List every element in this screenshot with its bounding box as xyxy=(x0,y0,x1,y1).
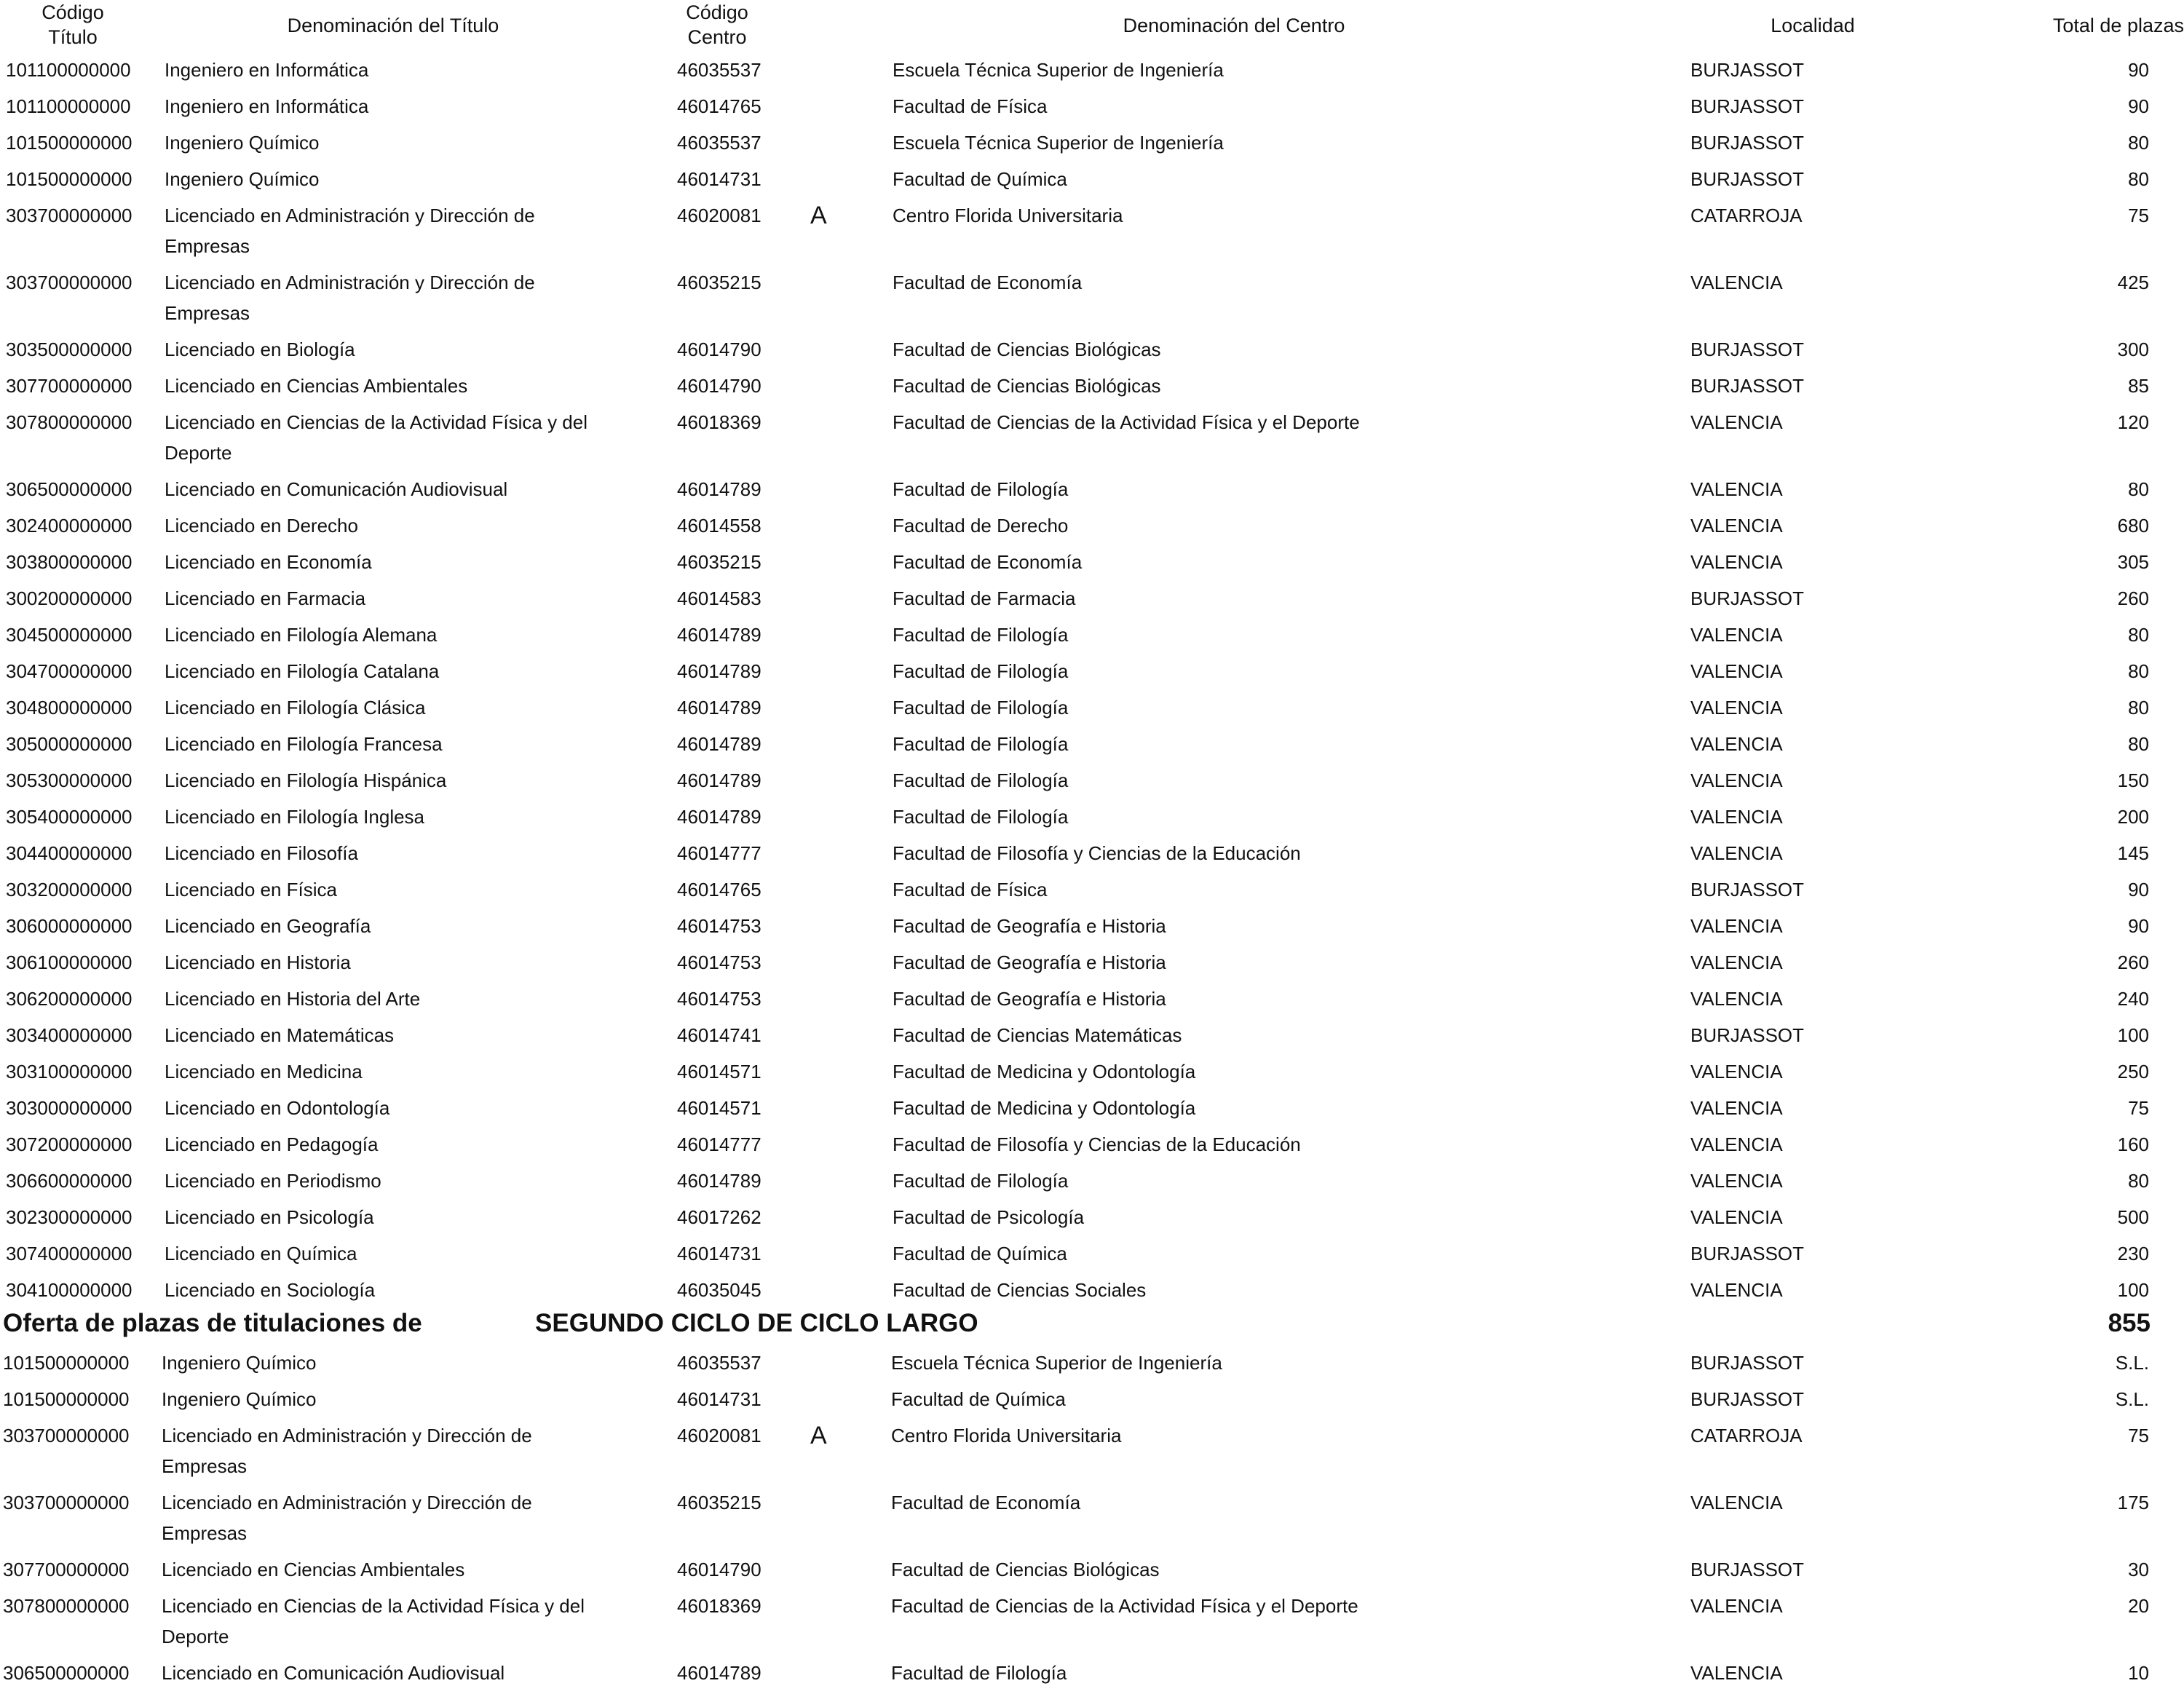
cell-total-plazas: 90 xyxy=(2128,915,2149,937)
cell-denominacion-titulo: Licenciado en Administración y Dirección de Empresas xyxy=(165,272,535,324)
section-heading-left: Oferta de plazas de titulaciones de xyxy=(3,1309,422,1337)
table-row xyxy=(0,1384,2184,1420)
cell-codigo-titulo: 101500000000 xyxy=(3,1352,130,1374)
cell-codigo-titulo: 306000000000 xyxy=(6,915,132,937)
cell-total-plazas: 300 xyxy=(2117,339,2149,360)
cell-localidad: VALENCIA xyxy=(1690,1061,1783,1083)
cell-localidad: VALENCIA xyxy=(1690,769,1783,791)
header-total-plazas-text: Total de plazas xyxy=(2052,15,2184,36)
cell-localidad: VALENCIA xyxy=(1690,272,1783,293)
cell-localidad: BURJASSOT xyxy=(1690,132,1805,154)
cell-codigo-centro: 46014731 xyxy=(677,168,761,190)
cell-localidad: BURJASSOT xyxy=(1690,95,1805,117)
cell-denominacion-centro: Facultad de Filología xyxy=(893,769,1069,791)
cell-denominacion-centro: Facultad de Filosofía y Ciencias de la Educación xyxy=(893,1133,1301,1155)
cell-localidad: BURJASSOT xyxy=(1690,1243,1805,1264)
cell-denominacion-titulo: Licenciado en Medicina xyxy=(165,1061,363,1083)
table-row xyxy=(0,838,2184,874)
cell-codigo-titulo: 300200000000 xyxy=(6,587,132,609)
cell-denominacion-centro: Facultad de Química xyxy=(891,1388,1066,1410)
cell-denominacion-centro: Facultad de Economía xyxy=(893,272,1083,293)
cell-total-plazas: 260 xyxy=(2117,951,2149,973)
cell-codigo-centro: 46014789 xyxy=(677,806,761,828)
cell-codigo-titulo: 307400000000 xyxy=(6,1243,132,1264)
cell-localidad: VALENCIA xyxy=(1690,1170,1783,1192)
cell-denominacion-titulo: Licenciado en Economía xyxy=(165,551,372,573)
cell-denominacion-centro: Facultad de Psicología xyxy=(893,1206,1085,1228)
cell-denominacion-titulo: Licenciado en Psicología xyxy=(165,1206,374,1228)
cell-denominacion-centro: Facultad de Filología xyxy=(891,1662,1067,1684)
cell-localidad: BURJASSOT xyxy=(1690,375,1805,397)
cell-localidad: CATARROJA xyxy=(1690,1425,1803,1446)
header-localidad xyxy=(1740,0,1886,51)
cell-codigo-titulo: 305400000000 xyxy=(6,806,132,828)
cell-localidad: VALENCIA xyxy=(1690,551,1783,573)
cell-codigo-centro: 46014789 xyxy=(677,1170,761,1192)
cell-marca: A xyxy=(810,202,827,229)
cell-codigo-centro: 46014558 xyxy=(677,515,761,537)
table-row xyxy=(0,200,2184,267)
cell-codigo-titulo: 303700000000 xyxy=(3,1492,130,1513)
cell-total-plazas: 85 xyxy=(2128,375,2149,397)
cell-denominacion-titulo: Licenciado en Pedagogía xyxy=(165,1133,379,1155)
cell-total-plazas: 80 xyxy=(2128,697,2149,719)
header-denominacion-titulo-text: Denominación del Título xyxy=(287,15,499,36)
cell-total-plazas: 90 xyxy=(2128,59,2149,81)
cell-total-plazas: 80 xyxy=(2128,733,2149,755)
cell-codigo-titulo: 303700000000 xyxy=(3,1425,130,1446)
cell-denominacion-centro: Facultad de Ciencias de la Actividad Física y el Deporte xyxy=(891,1595,1358,1617)
cell-total-plazas: 425 xyxy=(2117,272,2149,293)
cell-denominacion-centro: Facultad de Medicina y Odontología xyxy=(893,1097,1196,1119)
cell-denominacion-centro: Facultad de Derecho xyxy=(893,515,1069,537)
cell-localidad: VALENCIA xyxy=(1690,478,1783,500)
cell-total-plazas: 100 xyxy=(2117,1024,2149,1046)
cell-localidad: VALENCIA xyxy=(1690,660,1783,682)
cell-denominacion-titulo: Licenciado en Administración y Dirección de Empresas xyxy=(162,1425,532,1477)
cell-codigo-centro: 46035537 xyxy=(677,132,761,154)
cell-localidad: VALENCIA xyxy=(1690,411,1783,433)
cell-total-plazas: S.L. xyxy=(2115,1388,2149,1410)
cell-localidad: VALENCIA xyxy=(1690,1206,1783,1228)
cell-localidad: VALENCIA xyxy=(1690,515,1783,537)
table-row xyxy=(0,474,2184,510)
cell-localidad: VALENCIA xyxy=(1690,1662,1783,1684)
cell-codigo-titulo: 303500000000 xyxy=(6,339,132,360)
cell-total-plazas: 90 xyxy=(2128,95,2149,117)
table-row xyxy=(0,620,2184,656)
cell-total-plazas: 175 xyxy=(2117,1492,2149,1513)
cell-denominacion-titulo: Ingeniero en Informática xyxy=(165,59,369,81)
cell-codigo-titulo: 306600000000 xyxy=(6,1170,132,1192)
cell-codigo-centro: 46014790 xyxy=(677,375,761,397)
table-row xyxy=(0,1591,2184,1658)
cell-total-plazas: 305 xyxy=(2117,551,2149,573)
cell-denominacion-titulo: Licenciado en Periodismo xyxy=(165,1170,381,1192)
cell-codigo-centro: 46014790 xyxy=(677,1559,761,1580)
cell-denominacion-centro: Facultad de Filología xyxy=(893,478,1069,500)
header-denominacion-centro xyxy=(1070,0,1398,51)
cell-marca: A xyxy=(810,1422,827,1449)
table-row xyxy=(0,334,2184,371)
section-heading-total: 855 xyxy=(2108,1309,2151,1337)
cell-denominacion-centro: Facultad de Física xyxy=(893,879,1048,901)
cell-total-plazas: 10 xyxy=(2128,1662,2149,1684)
cell-codigo-centro: 46014571 xyxy=(677,1097,761,1119)
cell-codigo-titulo: 101100000000 xyxy=(6,95,131,117)
cell-codigo-titulo: 305300000000 xyxy=(6,769,132,791)
cell-codigo-titulo: 306100000000 xyxy=(6,951,132,973)
table-row xyxy=(0,765,2184,802)
cell-denominacion-titulo: Ingeniero Químico xyxy=(165,132,320,154)
table-row xyxy=(0,583,2184,620)
header-codigo-centro-line2: Centro xyxy=(687,26,747,48)
table-row xyxy=(0,1275,2184,1311)
cell-denominacion-titulo: Licenciado en Física xyxy=(165,879,338,901)
cell-denominacion-titulo: Licenciado en Filología Alemana xyxy=(165,624,438,646)
cell-codigo-titulo: 303000000000 xyxy=(6,1097,132,1119)
cell-codigo-centro: 46014789 xyxy=(677,697,761,719)
cell-codigo-centro: 46014753 xyxy=(677,951,761,973)
cell-denominacion-titulo: Licenciado en Filología Francesa xyxy=(165,733,443,755)
header-codigo-centro xyxy=(673,0,761,51)
cell-codigo-centro: 46014789 xyxy=(677,624,761,646)
cell-denominacion-centro: Escuela Técnica Superior de Ingeniería xyxy=(891,1352,1222,1374)
cell-total-plazas: 250 xyxy=(2117,1061,2149,1083)
cell-denominacion-titulo: Licenciado en Filología Clásica xyxy=(165,697,426,719)
table-row xyxy=(0,547,2184,583)
cell-denominacion-titulo: Licenciado en Administración y Dirección de Empresas xyxy=(165,205,535,257)
cell-localidad: VALENCIA xyxy=(1690,842,1783,864)
cell-total-plazas: 500 xyxy=(2117,1206,2149,1228)
cell-denominacion-centro: Facultad de Ciencias Sociales xyxy=(893,1279,1147,1301)
cell-denominacion-centro: Facultad de Filosofía y Ciencias de la Educación xyxy=(893,842,1301,864)
cell-denominacion-titulo: Licenciado en Ciencias de la Actividad Física y del Deporte xyxy=(165,411,587,464)
cell-codigo-titulo: 304700000000 xyxy=(6,660,132,682)
cell-localidad: VALENCIA xyxy=(1690,988,1783,1010)
table-row xyxy=(0,407,2184,474)
table-row xyxy=(0,164,2184,200)
header-denominacion-titulo xyxy=(248,0,539,51)
cell-codigo-titulo: 303700000000 xyxy=(6,205,132,226)
cell-denominacion-titulo: Licenciado en Ciencias Ambientales xyxy=(162,1559,465,1580)
cell-codigo-centro: 46014731 xyxy=(677,1243,761,1264)
cell-codigo-titulo: 304100000000 xyxy=(6,1279,132,1301)
table-row xyxy=(0,983,2184,1020)
table-row xyxy=(0,1165,2184,1202)
cell-localidad: VALENCIA xyxy=(1690,1595,1783,1617)
cell-codigo-centro: 46017262 xyxy=(677,1206,761,1228)
cell-codigo-titulo: 307700000000 xyxy=(3,1559,130,1580)
table-row xyxy=(0,692,2184,729)
cell-denominacion-titulo: Licenciado en Administración y Dirección de Empresas xyxy=(162,1492,532,1544)
cell-total-plazas: 80 xyxy=(2128,1170,2149,1192)
cell-codigo-centro: 46014789 xyxy=(677,660,761,682)
cell-denominacion-centro: Facultad de Filología xyxy=(893,660,1069,682)
cell-total-plazas: 100 xyxy=(2117,1279,2149,1301)
cell-codigo-centro: 46020081 xyxy=(677,1425,761,1446)
table-row xyxy=(0,947,2184,983)
cell-codigo-titulo: 303200000000 xyxy=(6,879,132,901)
header-codigo-titulo-line1: Código xyxy=(41,1,104,23)
cell-codigo-titulo: 307800000000 xyxy=(3,1595,130,1617)
cell-codigo-titulo: 305000000000 xyxy=(6,733,132,755)
cell-localidad: BURJASSOT xyxy=(1690,339,1805,360)
cell-denominacion-centro: Facultad de Filología xyxy=(893,697,1069,719)
cell-codigo-centro: 46014777 xyxy=(677,842,761,864)
cell-codigo-centro: 46014789 xyxy=(677,733,761,755)
cell-denominacion-centro: Facultad de Ciencias Biológicas xyxy=(891,1559,1160,1580)
cell-denominacion-centro: Facultad de Geografía e Historia xyxy=(893,988,1166,1010)
table-row xyxy=(0,1658,2184,1694)
cell-denominacion-titulo: Licenciado en Odontología xyxy=(165,1097,390,1119)
cell-codigo-titulo: 101500000000 xyxy=(6,132,132,154)
cell-total-plazas: 240 xyxy=(2117,988,2149,1010)
cell-total-plazas: 80 xyxy=(2128,478,2149,500)
cell-denominacion-centro: Facultad de Química xyxy=(893,1243,1067,1264)
cell-denominacion-centro: Facultad de Medicina y Odontología xyxy=(893,1061,1196,1083)
cell-localidad: VALENCIA xyxy=(1690,624,1783,646)
table-row xyxy=(0,656,2184,692)
cell-total-plazas: 80 xyxy=(2128,168,2149,190)
cell-codigo-titulo: 304800000000 xyxy=(6,697,132,719)
cell-codigo-centro: 46018369 xyxy=(677,411,761,433)
cell-codigo-centro: 46014753 xyxy=(677,988,761,1010)
cell-codigo-centro: 46014789 xyxy=(677,478,761,500)
cell-denominacion-centro: Facultad de Física xyxy=(893,95,1048,117)
cell-denominacion-titulo: Ingeniero Químico xyxy=(162,1352,317,1374)
table-row xyxy=(0,911,2184,947)
cell-denominacion-centro: Centro Florida Universitaria xyxy=(893,205,1123,226)
table-row xyxy=(0,874,2184,911)
table-row xyxy=(0,127,2184,164)
cell-total-plazas: 90 xyxy=(2128,879,2149,901)
cell-denominacion-centro: Escuela Técnica Superior de Ingeniería xyxy=(893,59,1224,81)
header-localidad-text: Localidad xyxy=(1770,15,1855,36)
cell-codigo-centro: 46018369 xyxy=(677,1595,761,1617)
cell-localidad: VALENCIA xyxy=(1690,951,1783,973)
cell-denominacion-titulo: Licenciado en Química xyxy=(165,1243,357,1264)
cell-denominacion-titulo: Licenciado en Biología xyxy=(165,339,355,360)
cell-denominacion-centro: Facultad de Ciencias Matemáticas xyxy=(893,1024,1182,1046)
cell-denominacion-titulo: Licenciado en Sociología xyxy=(165,1279,376,1301)
cell-codigo-centro: 46014571 xyxy=(677,1061,761,1083)
cell-localidad: BURJASSOT xyxy=(1690,168,1805,190)
table-row xyxy=(0,802,2184,838)
table-row xyxy=(0,1129,2184,1165)
cell-localidad: BURJASSOT xyxy=(1690,587,1805,609)
cell-total-plazas: 230 xyxy=(2117,1243,2149,1264)
cell-codigo-centro: 46014741 xyxy=(677,1024,761,1046)
table-row xyxy=(0,1020,2184,1056)
cell-denominacion-centro: Facultad de Economía xyxy=(893,551,1083,573)
cell-denominacion-centro: Facultad de Química xyxy=(893,168,1067,190)
section-heading-title: SEGUNDO CICLO DE CICLO LARGO xyxy=(535,1309,978,1337)
cell-total-plazas: 120 xyxy=(2117,411,2149,433)
cell-codigo-titulo: 302300000000 xyxy=(6,1206,132,1228)
table-row xyxy=(0,1056,2184,1093)
cell-codigo-titulo: 306200000000 xyxy=(6,988,132,1010)
cell-total-plazas: 75 xyxy=(2128,205,2149,226)
cell-total-plazas: 80 xyxy=(2128,132,2149,154)
cell-localidad: BURJASSOT xyxy=(1690,1352,1805,1374)
cell-codigo-centro: 46035537 xyxy=(677,59,761,81)
header-denominacion-centro-text: Denominación del Centro xyxy=(1123,15,1345,36)
cell-codigo-titulo: 101500000000 xyxy=(6,168,132,190)
cell-denominacion-centro: Facultad de Ciencias Biológicas xyxy=(893,339,1161,360)
cell-codigo-titulo: 303100000000 xyxy=(6,1061,132,1083)
cell-denominacion-titulo: Licenciado en Farmacia xyxy=(165,587,366,609)
header-codigo-centro-line1: Código xyxy=(686,1,748,23)
cell-codigo-titulo: 304500000000 xyxy=(6,624,132,646)
cell-codigo-centro: 46035537 xyxy=(677,1352,761,1374)
cell-codigo-centro: 46014789 xyxy=(677,1662,761,1684)
cell-localidad: VALENCIA xyxy=(1690,915,1783,937)
cell-localidad: BURJASSOT xyxy=(1690,1024,1805,1046)
cell-denominacion-centro: Facultad de Filología xyxy=(893,624,1069,646)
table-row xyxy=(0,267,2184,334)
cell-localidad: BURJASSOT xyxy=(1690,1388,1805,1410)
header-codigo-titulo xyxy=(29,0,116,51)
cell-codigo-titulo: 304400000000 xyxy=(6,842,132,864)
cell-denominacion-centro: Facultad de Geografía e Historia xyxy=(893,915,1166,937)
cell-codigo-titulo: 101100000000 xyxy=(6,59,131,81)
cell-localidad: VALENCIA xyxy=(1690,1279,1783,1301)
cell-codigo-centro: 46014583 xyxy=(677,587,761,609)
cell-denominacion-titulo: Licenciado en Filosofía xyxy=(165,842,358,864)
cell-denominacion-titulo: Licenciado en Ciencias de la Actividad Física y del Deporte xyxy=(162,1595,585,1647)
cell-total-plazas: 200 xyxy=(2117,806,2149,828)
cell-codigo-titulo: 302400000000 xyxy=(6,515,132,537)
cell-codigo-titulo: 306500000000 xyxy=(3,1662,130,1684)
table-row xyxy=(0,55,2184,91)
cell-localidad: BURJASSOT xyxy=(1690,879,1805,901)
cell-denominacion-titulo: Licenciado en Derecho xyxy=(165,515,358,537)
cell-denominacion-centro: Facultad de Filología xyxy=(893,806,1069,828)
cell-codigo-centro: 46035215 xyxy=(677,272,761,293)
cell-total-plazas: 680 xyxy=(2117,515,2149,537)
table-row xyxy=(0,1238,2184,1275)
table-row xyxy=(0,1554,2184,1591)
cell-total-plazas: 80 xyxy=(2128,660,2149,682)
cell-total-plazas: 75 xyxy=(2128,1425,2149,1446)
cell-codigo-centro: 46014790 xyxy=(677,339,761,360)
cell-codigo-titulo: 101500000000 xyxy=(3,1388,130,1410)
header-total-plazas xyxy=(2031,0,2184,51)
cell-denominacion-titulo: Licenciado en Geografía xyxy=(165,915,371,937)
header-codigo-titulo-line2: Título xyxy=(48,26,98,48)
table-row xyxy=(0,1093,2184,1129)
table-row xyxy=(0,1347,2184,1384)
cell-total-plazas: 75 xyxy=(2128,1097,2149,1119)
cell-denominacion-titulo: Licenciado en Historia del Arte xyxy=(165,988,421,1010)
cell-denominacion-titulo: Licenciado en Filología Hispánica xyxy=(165,769,447,791)
table-row xyxy=(0,510,2184,547)
cell-localidad: VALENCIA xyxy=(1690,733,1783,755)
cell-denominacion-titulo: Licenciado en Comunicación Audiovisual xyxy=(165,478,508,500)
cell-codigo-titulo: 303800000000 xyxy=(6,551,132,573)
cell-total-plazas: S.L. xyxy=(2115,1352,2149,1374)
cell-codigo-titulo: 307700000000 xyxy=(6,375,132,397)
cell-denominacion-titulo: Licenciado en Ciencias Ambientales xyxy=(165,375,468,397)
cell-localidad: VALENCIA xyxy=(1690,697,1783,719)
cell-denominacion-titulo: Licenciado en Historia xyxy=(165,951,351,973)
cell-codigo-titulo: 306500000000 xyxy=(6,478,132,500)
cell-localidad: BURJASSOT xyxy=(1690,1559,1805,1580)
table-row xyxy=(0,1202,2184,1238)
cell-denominacion-titulo: Licenciado en Matemáticas xyxy=(165,1024,395,1046)
cell-codigo-centro: 46014753 xyxy=(677,915,761,937)
cell-codigo-titulo: 303400000000 xyxy=(6,1024,132,1046)
cell-denominacion-centro: Escuela Técnica Superior de Ingeniería xyxy=(893,132,1224,154)
table-row xyxy=(0,91,2184,127)
cell-denominacion-centro: Facultad de Filología xyxy=(893,1170,1069,1192)
cell-denominacion-centro: Centro Florida Universitaria xyxy=(891,1425,1122,1446)
cell-total-plazas: 150 xyxy=(2117,769,2149,791)
cell-localidad: VALENCIA xyxy=(1690,1133,1783,1155)
cell-denominacion-centro: Facultad de Economía xyxy=(891,1492,1081,1513)
table-row xyxy=(0,371,2184,407)
cell-total-plazas: 80 xyxy=(2128,624,2149,646)
cell-denominacion-centro: Facultad de Filología xyxy=(893,733,1069,755)
cell-total-plazas: 30 xyxy=(2128,1559,2149,1580)
table-row xyxy=(0,1487,2184,1554)
cell-total-plazas: 20 xyxy=(2128,1595,2149,1617)
table-row xyxy=(0,1420,2184,1487)
cell-denominacion-centro: Facultad de Geografía e Historia xyxy=(893,951,1166,973)
cell-denominacion-centro: Facultad de Ciencias Biológicas xyxy=(893,375,1161,397)
cell-codigo-centro: 46020081 xyxy=(677,205,761,226)
cell-codigo-titulo: 307800000000 xyxy=(6,411,132,433)
cell-denominacion-titulo: Ingeniero Químico xyxy=(162,1388,317,1410)
cell-codigo-centro: 46014777 xyxy=(677,1133,761,1155)
cell-codigo-centro: 46014765 xyxy=(677,879,761,901)
cell-codigo-centro: 46035215 xyxy=(677,1492,761,1513)
cell-codigo-titulo: 307200000000 xyxy=(6,1133,132,1155)
cell-localidad: VALENCIA xyxy=(1690,806,1783,828)
cell-localidad: CATARROJA xyxy=(1690,205,1803,226)
cell-codigo-centro: 46014789 xyxy=(677,769,761,791)
table-row xyxy=(0,729,2184,765)
cell-denominacion-titulo: Ingeniero en Informática xyxy=(165,95,369,117)
cell-localidad: VALENCIA xyxy=(1690,1492,1783,1513)
cell-denominacion-titulo: Ingeniero Químico xyxy=(165,168,320,190)
cell-codigo-centro: 46035215 xyxy=(677,551,761,573)
cell-localidad: BURJASSOT xyxy=(1690,59,1805,81)
cell-denominacion-titulo: Licenciado en Filología Inglesa xyxy=(165,806,425,828)
cell-total-plazas: 160 xyxy=(2117,1133,2149,1155)
cell-denominacion-titulo: Licenciado en Comunicación Audiovisual xyxy=(162,1662,505,1684)
cell-codigo-titulo: 303700000000 xyxy=(6,272,132,293)
cell-localidad: VALENCIA xyxy=(1690,1097,1783,1119)
cell-total-plazas: 145 xyxy=(2117,842,2149,864)
cell-codigo-centro: 46014765 xyxy=(677,95,761,117)
cell-codigo-centro: 46014731 xyxy=(677,1388,761,1410)
cell-denominacion-centro: Facultad de Farmacia xyxy=(893,587,1076,609)
cell-codigo-centro: 46035045 xyxy=(677,1279,761,1301)
cell-total-plazas: 260 xyxy=(2117,587,2149,609)
cell-denominacion-titulo: Licenciado en Filología Catalana xyxy=(165,660,440,682)
cell-denominacion-centro: Facultad de Ciencias de la Actividad Física y el Deporte xyxy=(893,411,1360,433)
